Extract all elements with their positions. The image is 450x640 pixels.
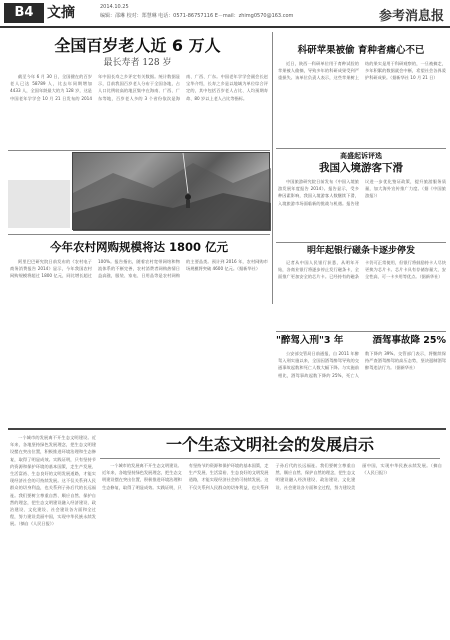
newspaper-name: 参考消息报 xyxy=(378,9,444,24)
column-divider xyxy=(272,32,273,304)
article-rural-shopping-text: 阿里巴巴研究院日前发布的《农村电子商务消费报告 2014》显示，今年我国农村网购规模将超过 1800 亿元，同比增长超过 100%。报告指出，随着农村宽带网络和物流体系的不断完善，农村消费者网购热情日益高涨，服装、家电、日用品等是农村网购的主要品类。预计到 2016 年，农村网购市场规模将突破 4600 亿元。（据新华社） xyxy=(10,259,268,279)
article-drunk-driving-subtitle: 酒驾事故降 25% xyxy=(372,335,446,346)
major-divider xyxy=(8,428,446,430)
article-tourism-text: 中国旅游研究院日前发布《中国入境旅游发展年度报告 2014》。报告显示，受多种因素影响，我国入境游客人数继续下滑，入境旅游市场面临新的挑战与机遇。报告建议进一步优化签证政策，提升旅游服务质量，加大海外宣传推广力度。（据《中国旅游报》） xyxy=(278,179,446,206)
article-apple-title: 科研苹果被偷 育种者痛心不已 xyxy=(297,45,425,56)
cliff-cleaning-photo xyxy=(72,152,270,230)
cliff-photo-graphic xyxy=(73,153,271,231)
article-tourism-body xyxy=(278,178,446,240)
article-centenarians-title: 全国百岁老人近 6 万人 xyxy=(54,36,221,55)
article-eco-intro-text: 一个城市的发展离不开生态文明建设。近年来，各地坚持绿色发展理念，把生态文明建设摆在突出位置，积极推进环境治理和生态修复，取得了明显成效。实践证明，只有坚持节约资源和保护环境的基本国策，走生产发展、生活富裕、生态良好的文明发展道路，才能实现经济社会的可持续发展。这不仅关系到人民群众的切身利益，也关系到子孙后代的长远福祉。我们要树立尊重自然、顺应自然、保护自然的理念，把生态文明建设融入经济建设、政治建设、文化建设、社会建设各方面和全过程，努力建设美丽中国，实现中华民族永续发展。（摘自《人民日报》） xyxy=(10,435,96,527)
article-tourism-title: 我国入境游客下滑 xyxy=(319,162,403,174)
page-number: B4 xyxy=(4,3,44,23)
date-line: 2014.10.25 xyxy=(100,4,129,10)
section-divider xyxy=(8,150,270,151)
article-bank-card-text: 记者从中国人民银行获悉，从明年开始，各商业银行将逐步停止发行磁条卡，全面推广更加安全的芯片卡。已经持有的磁条卡仍可正常使用，但银行将鼓励持卡人尽快更换为芯片卡。芯片卡具有存储容量大、安全性高、可一卡多用等优点。（据新华社） xyxy=(278,260,446,280)
article-rural-shopping-title: 今年农村网购规模将达 1800 亿元 xyxy=(49,240,228,254)
section-divider xyxy=(8,234,270,235)
article-eco-civilization-body xyxy=(102,462,442,636)
article-apple-text: 近日，陕西一科研单位用于育种试验的苹果被人偷摘，导致多年的科研成果受到严重损失。该单位负责人表示，这些苹果树上结的果实是用于科研观察的，一旦被摘走，多年积累的数据就会中断，希望社会各界爱护科研成果。（据新华社 10 月 21 日） xyxy=(278,61,446,81)
editor-line: 编辑：邵琳 校对：郑慧琳 电话：0571-86757116 E－mail：zhimg0570@163.com xyxy=(100,13,294,19)
article-eco-civilization-title: 一个生态文明社会的发展启示 xyxy=(165,435,374,454)
article-drunk-driving-body xyxy=(278,350,446,428)
article-bank-card-title: 明年起银行磁条卡逐步停发 xyxy=(306,246,415,256)
article-eco-civilization-text: 一个城市的发展离不开生态文明建设。近年来，各地坚持绿色发展理念，把生态文明建设摆在突出位置，积极推进环境治理和生态修复，取得了明显成效。实践证明，只有坚持节约资源和保护环境的基本国策，走生产发展、生活富裕、生态良好的文明发展道路，才能实现经济社会的可持续发展。这不仅关系到人民群众的切身利益，也关系到子孙后代的长远福祉。我们要树立尊重自然、顺应自然、保护自然的理念，把生态文明建设融入经济建设、政治建设、文化建设、社会建设各方面和全过程，努力建设美丽中国，实现中华民族永续发展。（摘自《人民日报》） xyxy=(102,463,442,490)
article-centenarians-body xyxy=(10,73,268,147)
article-eco-intro xyxy=(10,434,96,636)
photo-caption xyxy=(8,180,70,228)
section-title: 文摘 xyxy=(47,5,75,21)
section-divider xyxy=(276,331,446,332)
article-centenarians-subtitle: 最长寿者 128 岁 xyxy=(103,58,172,68)
section-divider xyxy=(276,242,446,243)
article-apple-body xyxy=(278,60,446,144)
article-drunk-driving-title: "醉驾入刑"3 年 xyxy=(276,335,344,346)
section-divider xyxy=(276,148,446,149)
article-tourism-kicker: 高盛起诉评选 xyxy=(340,152,382,160)
page-header xyxy=(0,0,450,28)
article-drunk-driving-text: 公安部交管局日前通报，自 2011 年醉驾入刑实施以来，全国因酒驾醉驾导致的交通事故起数和死亡人数大幅下降。与实施前相比，酒驾事故起数下降约 25%，死亡人数下降约 39%。交管部门表示，将继续保持严查酒驾醉驾的高压态势，坚决遏制酒驾醉驾违法行为。（据新华社） xyxy=(278,351,446,378)
article-centenarians-text: 截至今年 6 月 30 日，全国健在的百岁老人已达 58789 人，比去年同期增加 4433 人，全国年龄最大的为 128 岁，这是中国老年学学会 10 月 21 日发布的 2014 年中国长寿之乡评定有关数据。统计数据显示，目前我国百岁老人分布于全国各地，占人口比例较高的地区集中在海南、广西、广东等地，百岁老人多的 3 个省份依次是海南、广西、广东。中国老年学学会副会长赵宝华介绍，长寿之乡是以地域为单位综合评定的，其中包括百岁老人占比、人均预期寿命、80 岁以上老人占比等指标。 xyxy=(10,74,268,101)
article-bank-card-body xyxy=(278,259,446,329)
title-underline xyxy=(100,458,440,459)
article-rural-shopping-body xyxy=(10,258,268,338)
